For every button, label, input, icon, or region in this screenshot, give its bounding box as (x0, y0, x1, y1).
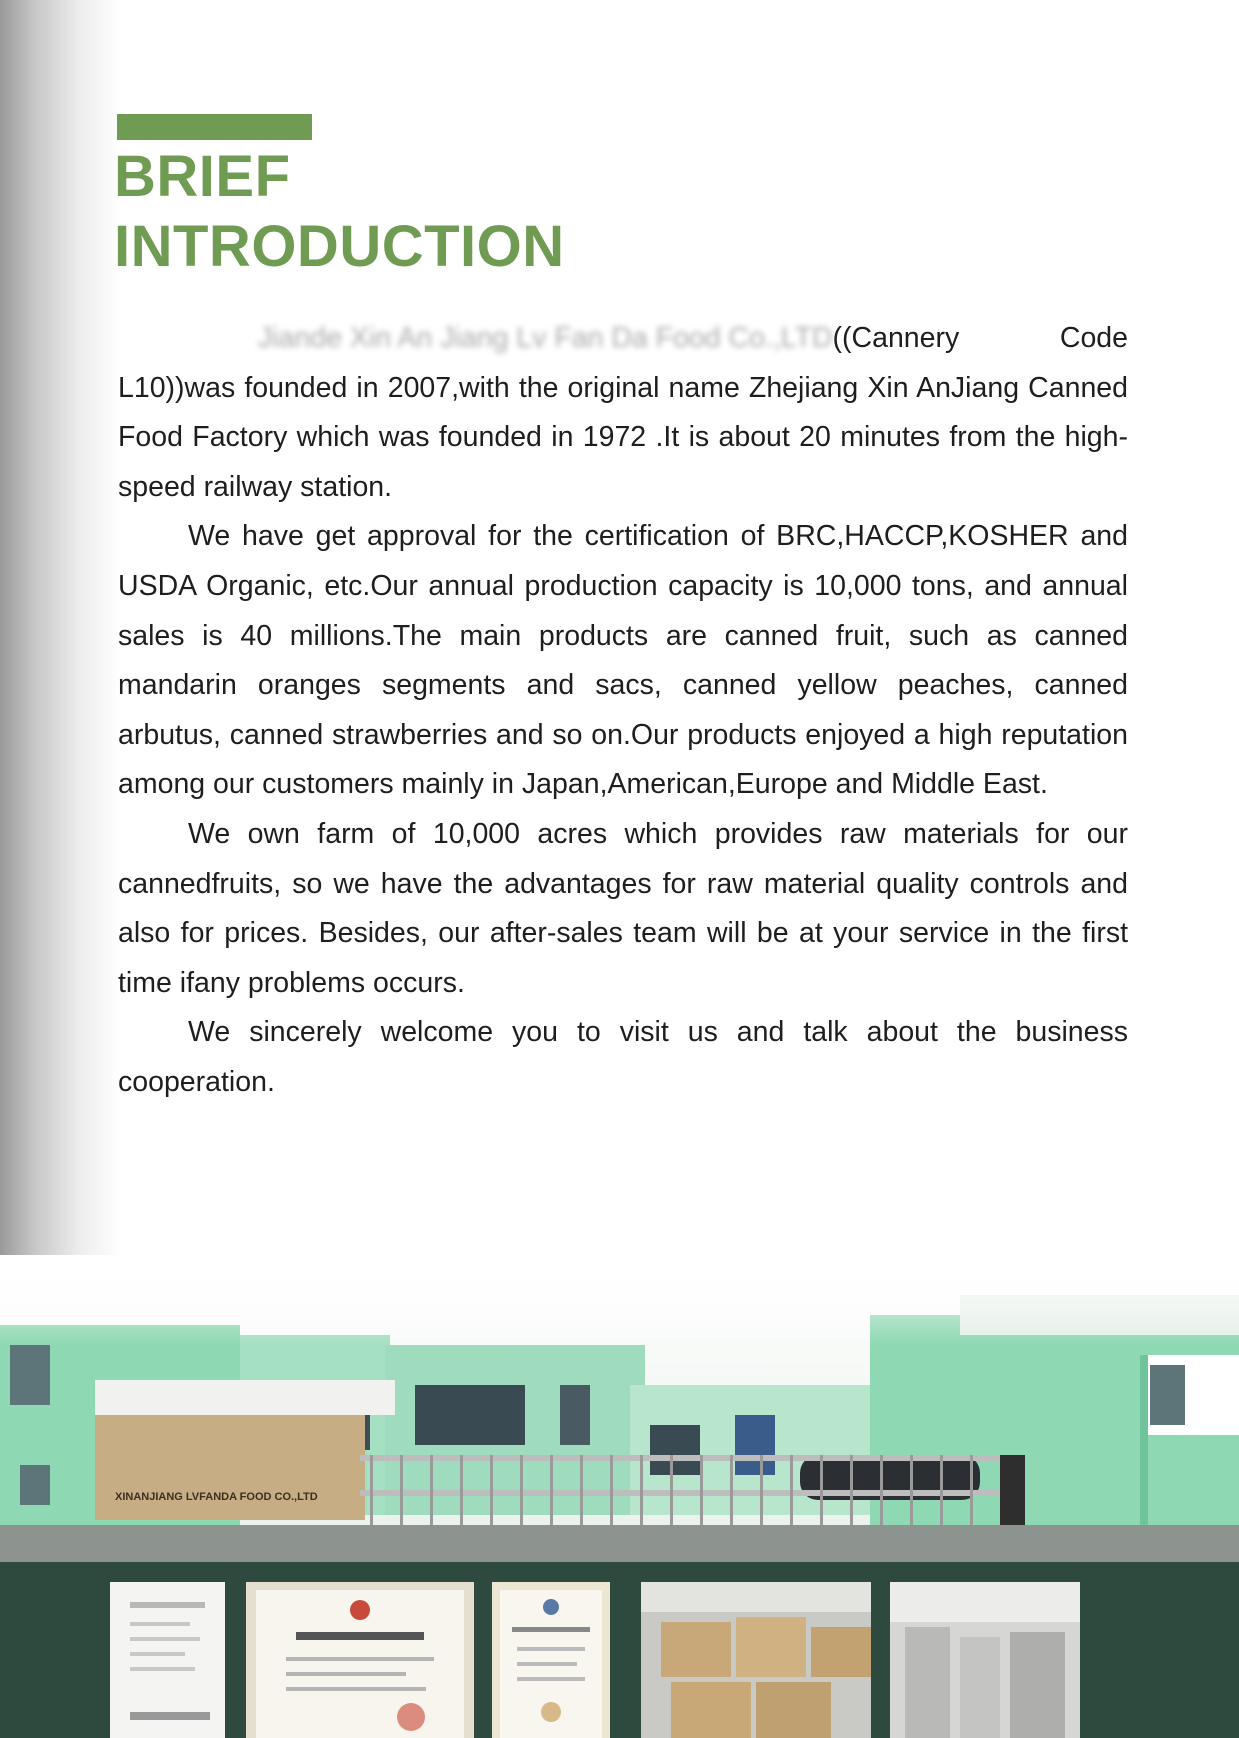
page-title (114, 142, 565, 282)
paragraph-2: We have get approval for the certification of BRC,HACCP,KOSHER and USDA Organic, etc.Our annual production capacity is 10,000 tons, and annual sales is 40 millions.The main products are canned fruit, such as canned mandarin oranges segments and sacs, canned yellow peaches, canned arbutus, canned strawberries and so on.Our products enjoyed a high reputation among our customers mainly in Japan,American,Europe and Middle East. (118, 520, 1128, 801)
title-line-2: INTRODUCTION (114, 214, 565, 279)
factory-photo (0, 1255, 1239, 1565)
title-line-1: BRIEF (114, 144, 291, 209)
image-thumbnail-strip (0, 1562, 1239, 1738)
paragraph-4: We sincerely welcome you to visit us and talk about the business cooperation. (118, 1016, 1128, 1098)
certificate-thumbnail-2 (246, 1582, 474, 1738)
introduction-body (118, 314, 1128, 1108)
paragraph-1-text: ((Cannery Code L10))was founded in 2007,with the original name Zhejiang Xin AnJiang Canned Food Factory which was founded in 1972 .It is about 20 minutes from the high-speed railway station. (118, 322, 1128, 503)
title-accent-bar (117, 114, 312, 140)
company-name-blurred: Jiande Xin An Jiang Lv Fan Da Food Co.,LTD (258, 322, 833, 354)
paragraph-1 (118, 314, 1128, 512)
factory-sign-text: XINANJIANG LVFANDA FOOD CO.,LTD (115, 1491, 318, 1503)
certificate-thumbnail-1 (110, 1582, 225, 1738)
certificate-thumbnail-3 (492, 1582, 610, 1738)
warehouse-thumbnail-2 (890, 1582, 1080, 1738)
paragraph-3: We own farm of 10,000 acres which provides raw materials for our cannedfruits, so we have the advantages for raw material quality controls and also for prices. Besides, our after-sales team will be at your service in the first time ifany problems occurs. (118, 817, 1128, 999)
warehouse-thumbnail-1 (641, 1582, 871, 1738)
